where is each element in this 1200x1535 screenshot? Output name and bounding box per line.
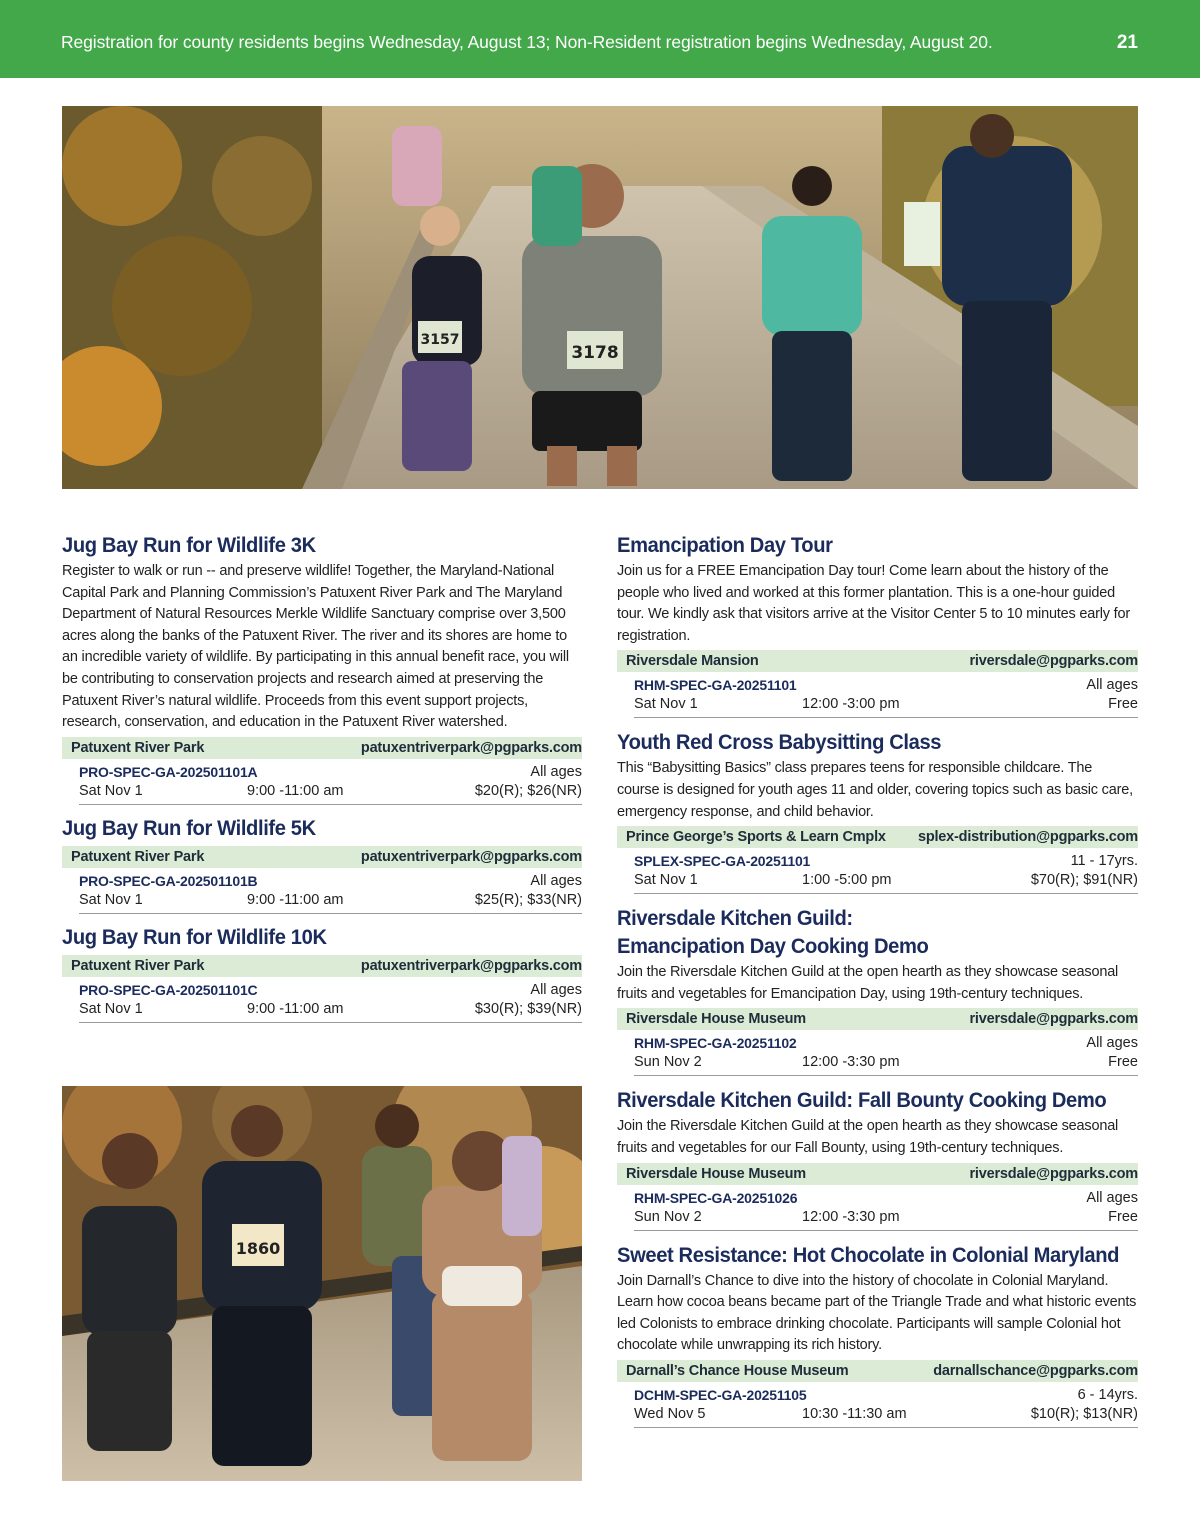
location-name: Patuxent River Park: [71, 739, 205, 756]
location-email[interactable]: riversdale@pgparks.com: [969, 1011, 1138, 1028]
activity-day: Sun Nov 2: [634, 1208, 702, 1225]
location-bar: [617, 1163, 1138, 1185]
activity-code[interactable]: PRO-SPEC-GA-202501101C: [79, 981, 258, 998]
activity-fee: Free: [1108, 696, 1138, 713]
program-title: Jug Bay Run for Wildlife 10K: [62, 925, 327, 949]
location-email[interactable]: splex-distribution@pgparks.com: [917, 829, 1138, 846]
activity-row: [634, 848, 1138, 894]
location-name: Darnall’s Chance House Museum: [626, 1362, 849, 1379]
activity-code[interactable]: RHM-SPEC-GA-20251102: [634, 1035, 797, 1052]
location-email[interactable]: patuxentriverpark@pgparks.com: [360, 848, 582, 865]
location-email[interactable]: patuxentriverpark@pgparks.com: [360, 739, 582, 756]
location-bar: [617, 1008, 1138, 1030]
activity-time: 10:30 -11:30 am: [802, 1405, 907, 1422]
location-name: Riversdale Mansion: [626, 653, 759, 670]
activity-time: 9:00 -11:00 am: [247, 1000, 344, 1017]
page-number: 21: [1116, 32, 1138, 53]
location-bar: [617, 650, 1138, 672]
program-description: Join the Riversdale Kitchen Guild at the open hearth as they showcase seasonal fruits and vegetables for our Fall Bounty, using 19th-century techniques.: [617, 1118, 1119, 1156]
location-bar: [62, 846, 582, 868]
location-name: Riversdale House Museum: [626, 1011, 806, 1028]
location-bar: [617, 1360, 1138, 1382]
location-bar: [62, 737, 582, 759]
program-jug-bay-10k: [62, 924, 582, 1023]
activity-fee: $10(R); $13(NR): [1030, 1405, 1138, 1422]
activity-row: [79, 868, 582, 914]
activity-ages: All ages: [1086, 1189, 1138, 1206]
program-youth-babysitting: [617, 729, 1138, 894]
location-email[interactable]: riversdale@pgparks.com: [969, 653, 1138, 670]
activity-fee: $70(R); $91(NR): [1030, 872, 1138, 889]
activity-code[interactable]: RHM-SPEC-GA-20251101: [634, 677, 797, 694]
location-name: Prince George’s Sports & Learn Cmplx: [626, 829, 886, 846]
location-name: Patuxent River Park: [71, 957, 205, 974]
program-fall-bounty-cooking-demo: [617, 1087, 1138, 1230]
header-bar: [0, 0, 1200, 78]
activity-row: [634, 1382, 1138, 1428]
activity-code[interactable]: PRO-SPEC-GA-202501101B: [79, 872, 258, 889]
activity-fee: Free: [1108, 1208, 1138, 1225]
activity-time: 12:00 -3:30 pm: [802, 1208, 900, 1225]
activity-day: Sat Nov 1: [79, 891, 143, 908]
activity-time: 9:00 -11:00 am: [247, 891, 344, 908]
activity-fee: $30(R); $39(NR): [474, 1000, 582, 1017]
program-title: Riversdale Kitchen Guild: Fall Bounty Cooking Demo: [617, 1089, 1107, 1113]
activity-ages: 6 - 14yrs.: [1077, 1386, 1138, 1403]
activity-time: 1:00 -5:00 pm: [802, 872, 892, 889]
activity-day: Wed Nov 5: [634, 1405, 706, 1422]
activity-time: 12:00 -3:30 pm: [802, 1054, 900, 1071]
location-name: Riversdale House Museum: [626, 1165, 806, 1182]
activity-code[interactable]: SPLEX-SPEC-GA-20251101: [634, 853, 811, 870]
activity-ages: 11 - 17yrs.: [1070, 853, 1138, 870]
program-title: Riversdale Kitchen Guild:: [617, 907, 853, 931]
activity-row: [634, 1030, 1138, 1076]
program-title: Emancipation Day Tour: [617, 534, 833, 557]
program-title: Jug Bay Run for Wildlife 3K: [62, 534, 316, 557]
location-email[interactable]: patuxentriverpark@pgparks.com: [360, 957, 582, 974]
activity-day: Sun Nov 2: [634, 1054, 702, 1071]
location-name: Patuxent River Park: [71, 848, 205, 865]
activity-day: Sat Nov 1: [634, 872, 698, 889]
activity-fee: Free: [1108, 1054, 1138, 1071]
activity-row: [79, 759, 582, 805]
activity-day: Sat Nov 1: [634, 696, 698, 713]
bib-3157: 3157: [420, 332, 460, 348]
activity-day: Sat Nov 1: [79, 1000, 143, 1017]
bottom-photo-walkers-boardwalk: [62, 1086, 582, 1481]
activity-ages: All ages: [1086, 677, 1138, 694]
program-jug-bay-5k: [62, 815, 582, 914]
activity-code[interactable]: RHM-SPEC-GA-20251026: [634, 1189, 798, 1206]
top-photo-runners-boardwalk: [62, 106, 1138, 489]
program-description: Join the Riversdale Kitchen Guild at the open hearth as they showcase seasonal fruits and vegetables for Emancipation Day, using 19th-century techniques.: [617, 964, 1119, 1002]
activity-code[interactable]: DCHM-SPEC-GA-20251105: [634, 1386, 807, 1403]
program-title-line2: Emancipation Day Cooking Demo: [617, 935, 929, 959]
program-emancipation-day-tour: [617, 532, 1138, 718]
registration-notice: Registration for county residents begins Wednesday, August 13; Non-Resident registration begins Wednesday, August 20.: [61, 32, 993, 52]
activity-ages: All ages: [530, 763, 582, 780]
program-description: Join us for a FREE Emancipation Day tour! Come learn about the history of the people who lived and worked at this former plantation. This is a one-hour guided tour. We kindly ask that visitors arrive at the Visitor Center 5 to 10 minutes early for registration.: [617, 563, 1130, 644]
location-email[interactable]: darnallschance@pgparks.com: [933, 1362, 1138, 1379]
program-description: This “Babysitting Basics” class prepares teens for responsible childcare. The course is designed for youth ages 11 and older, covering topics such as basic care, emergency response, and child behavior.: [617, 760, 1133, 820]
bib-3178: 3178: [571, 343, 619, 363]
bib-1860: 1860: [235, 1239, 281, 1258]
activity-row: [79, 977, 582, 1023]
program-title: Jug Bay Run for Wildlife 5K: [62, 816, 316, 840]
program-title: Sweet Resistance: Hot Chocolate in Colonial Maryland: [617, 1243, 1120, 1267]
location-email[interactable]: riversdale@pgparks.com: [969, 1165, 1138, 1182]
activity-fee: $25(R); $33(NR): [474, 891, 582, 908]
program-title: Youth Red Cross Babysitting Class: [617, 731, 942, 755]
program-jug-bay-3k: [62, 532, 582, 805]
activity-row: [634, 672, 1138, 718]
activity-fee: $20(R); $26(NR): [474, 782, 582, 799]
activity-ages: All ages: [530, 872, 582, 889]
program-emancipation-cooking-demo: [617, 905, 1138, 1076]
program-description: Join Darnall’s Chance to dive into the history of chocolate in Colonial Maryland. Learn how cocoa beans became part of the Triangle Trade and what historic events led Colonists to embrace drinking chocolate. Participants will sample Colonial hot chocolate while unwrapping its rich history.: [617, 1272, 1137, 1354]
activity-ages: All ages: [530, 981, 582, 998]
activity-row: [634, 1185, 1138, 1231]
location-bar: [617, 826, 1138, 848]
program-sweet-resistance: [617, 1242, 1138, 1428]
left-column: [62, 532, 582, 1023]
activity-ages: All ages: [1086, 1035, 1138, 1052]
program-description: Register to walk or run -- and preserve wildlife! Together, the Maryland-National Capital Park and Planning Commission’s Patuxent River Park and The Maryland Department of Natural Resources Merkle Wildlife Sanctuary comprise over 3,500 acres along the banks of the Patuxent River. The river and its shores are home to an incredible variety of wildlife. By participating in this annual benefit race, you will be contributing to conservation projects and research aimed at preserving the Patuxent River’s natural wildlife. Proceeds from this event support projects, research, conservation, and education in the Patuxent River watershed.: [62, 563, 569, 731]
activity-time: 12:00 -3:00 pm: [802, 696, 900, 713]
activity-day: Sat Nov 1: [79, 782, 143, 799]
activity-code[interactable]: PRO-SPEC-GA-202501101A: [79, 763, 258, 780]
location-bar: [62, 955, 582, 977]
activity-time: 9:00 -11:00 am: [247, 782, 344, 799]
right-column: [617, 532, 1138, 1428]
